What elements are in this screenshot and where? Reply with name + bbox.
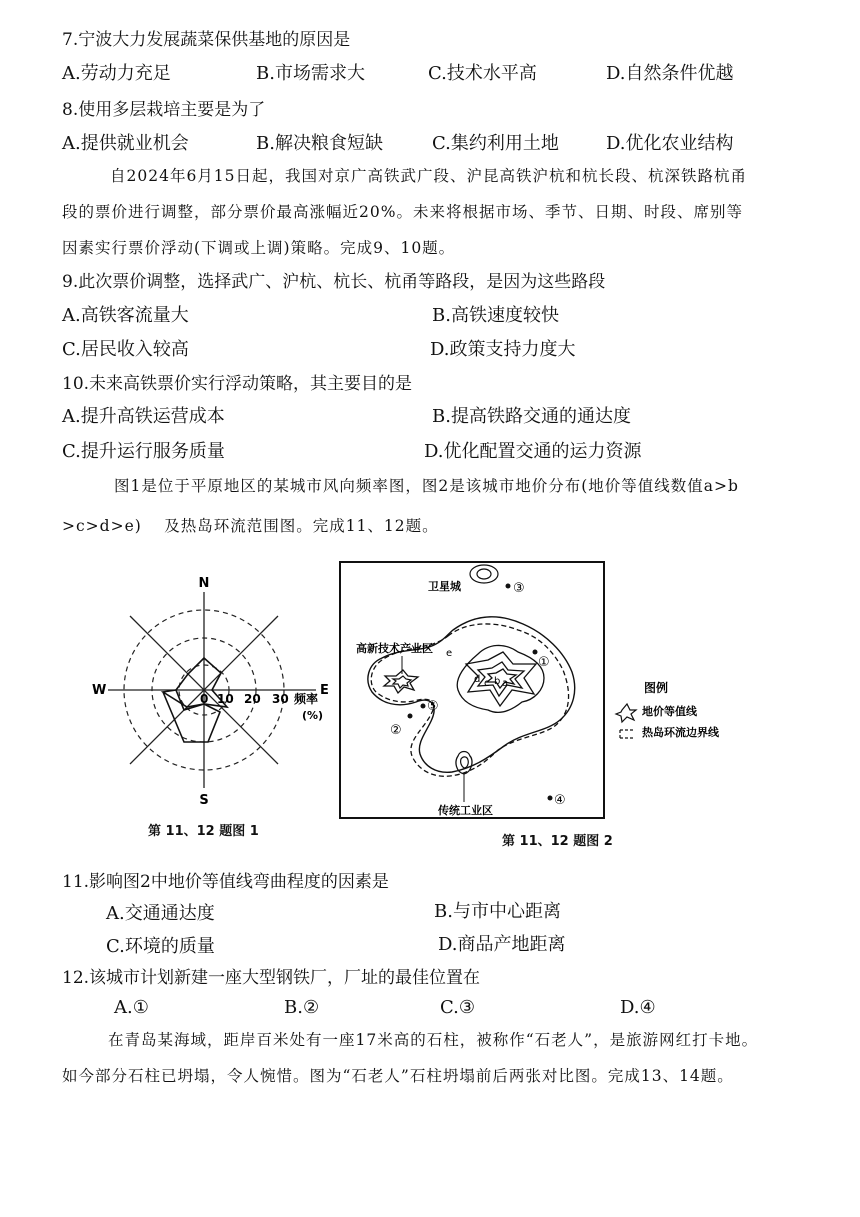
point-3-marker xyxy=(506,584,511,589)
figure1-wind-rose xyxy=(80,572,340,812)
passage1-line2: 段的票价进行调整，部分票价最高涨幅近20%。未来将根据市场、季节、日期、时段、席别等 xyxy=(62,203,743,221)
label-point-5: ⑤ xyxy=(427,699,439,714)
label-traditional-zone: 传统工业区 xyxy=(438,804,493,817)
label-satellite-city: 卫星城 xyxy=(428,580,461,593)
point-4-marker xyxy=(548,796,553,801)
label-north: N xyxy=(198,576,210,591)
q8-option-c: C.集约利用土地 xyxy=(432,133,559,154)
point-2-marker xyxy=(408,714,413,719)
q10-option-a: A.提升高铁运营成本 xyxy=(62,406,225,427)
passage2-line2: >c>d>e) 及热岛环流范围图。完成11、12题。 xyxy=(62,517,439,535)
figure2-land-price-map xyxy=(338,560,750,820)
q12-stem: 12.该城市计划新建一座大型钢铁厂，厂址的最佳位置在 xyxy=(62,968,481,988)
label-point-3: ③ xyxy=(513,581,525,596)
q10-stem: 10.未来高铁票价实行浮动策略，其主要目的是 xyxy=(62,374,413,394)
passage3-line1: 在青岛某海域，距岸百米处有一座17米高的石柱，被称作“石老人”，是旅游网红打卡地。 xyxy=(108,1031,759,1049)
hightech-contour-inner xyxy=(393,676,411,688)
contour-label-c: c xyxy=(484,678,490,689)
q9-stem: 9.此次票价调整，选择武广、沪杭、杭长、杭甬等路段，是因为这些路段 xyxy=(62,272,606,292)
unit-frequency: 频率 xyxy=(294,692,319,706)
legend-boundary-label: 热岛环流边界线 xyxy=(642,726,719,739)
label-point-1: ① xyxy=(538,655,550,670)
q8-option-b: B.解决粮食短缺 xyxy=(256,133,383,154)
passage2-line1: 图1是位于平原地区的某城市风向频率图，图2是该城市地价分布(地价等值线数值a>b xyxy=(114,477,739,495)
q7-option-b: B.市场需求大 xyxy=(256,63,365,84)
label-south: S xyxy=(199,793,209,808)
q10-option-d: D.优化配置交通的运力资源 xyxy=(424,441,642,462)
map-frame xyxy=(340,562,604,818)
legend-contour-label: 地价等值线 xyxy=(642,705,697,718)
legend-title: 图例 xyxy=(644,681,669,695)
label-point-4: ④ xyxy=(554,793,566,808)
q10-option-b: B.提高铁路交通的通达度 xyxy=(432,406,631,427)
q7-option-c: C.技术水平高 xyxy=(428,63,537,84)
q11-option-d: D.商品产地距离 xyxy=(438,934,566,955)
q9-option-d: D.政策支持力度大 xyxy=(430,339,576,360)
passage-city-maps xyxy=(62,466,802,546)
q11-option-b: B.与市中心距离 xyxy=(434,901,561,922)
q11-stem: 11.影响图2中地价等值线弯曲程度的因素是 xyxy=(62,872,389,892)
tick-30: 30 xyxy=(272,692,289,706)
hightech-contours xyxy=(384,670,418,693)
q8-option-d: D.优化农业结构 xyxy=(606,133,734,154)
q9-option-b: B.高铁速度较快 xyxy=(432,305,559,326)
traditional-contours xyxy=(456,752,472,775)
contour-d xyxy=(457,645,544,712)
tick-0: 0 xyxy=(200,692,209,706)
unit-percent: (%) xyxy=(302,709,324,722)
q11-option-c: C.环境的质量 xyxy=(106,936,215,957)
tick-10: 10 xyxy=(217,692,234,706)
contour-label-a: a xyxy=(502,678,509,689)
q12-option-a: A.① xyxy=(114,997,149,1018)
passage1-line3: 因素实行票价浮动(下调或上调)策略。完成9、10题。 xyxy=(62,239,456,257)
contour-label-b: b xyxy=(494,676,501,687)
q9-option-c: C.居民收入较高 xyxy=(62,339,189,360)
label-east: E xyxy=(320,683,329,698)
satellite-contour-inner xyxy=(477,569,491,579)
contour-label-d: d xyxy=(474,674,481,685)
figure1-caption: 第 11、12 题图 1 xyxy=(148,824,259,839)
q12-option-d: D.④ xyxy=(620,997,656,1018)
q10-option-c: C.提升运行服务质量 xyxy=(62,441,225,462)
figure2-caption: 第 11、12 题图 2 xyxy=(502,834,613,849)
passage1-line1: 自2024年6月15日起，我国对京广高铁武广段、沪昆高铁沪杭和杭长段、杭深铁路杭甬 xyxy=(110,167,748,185)
q12-option-c: C.③ xyxy=(440,997,475,1018)
q8-option-a: A.提供就业机会 xyxy=(62,133,189,154)
contour-label-e: e xyxy=(446,648,453,659)
q8-stem: 8.使用多层栽培主要是为了 xyxy=(62,100,266,120)
point-1-marker xyxy=(533,650,538,655)
passage3-line2: 如今部分石柱已坍塌，令人惋惜。图为“石老人”石柱坍塌前后两张对比图。完成13、14题。 xyxy=(62,1067,734,1085)
q7-stem: 7.宁波大力发展蔬菜保供基地的原因是 xyxy=(62,30,351,50)
tick-20: 20 xyxy=(244,692,261,706)
q9-option-a: A.高铁客流量大 xyxy=(62,305,189,326)
contour-e xyxy=(368,617,575,772)
legend-boundary-icon xyxy=(620,730,634,738)
satellite-contour-outer xyxy=(470,565,498,583)
passage-stone-pillar xyxy=(62,1022,802,1094)
q12-option-b: B.② xyxy=(284,997,320,1018)
q11-option-a: A.交通通达度 xyxy=(106,903,215,924)
q7-option-d: D.自然条件优越 xyxy=(606,63,734,84)
traditional-contour-inner xyxy=(461,757,469,768)
q7-option-a: A.劳动力充足 xyxy=(62,63,171,84)
passage-rail-fares xyxy=(62,158,802,266)
label-hightech-zone: 高新技术产业区 xyxy=(356,642,433,655)
label-west: W xyxy=(92,683,107,698)
label-point-2: ② xyxy=(390,723,402,738)
point-5-marker xyxy=(421,704,426,709)
legend-contour-icon xyxy=(616,704,636,722)
